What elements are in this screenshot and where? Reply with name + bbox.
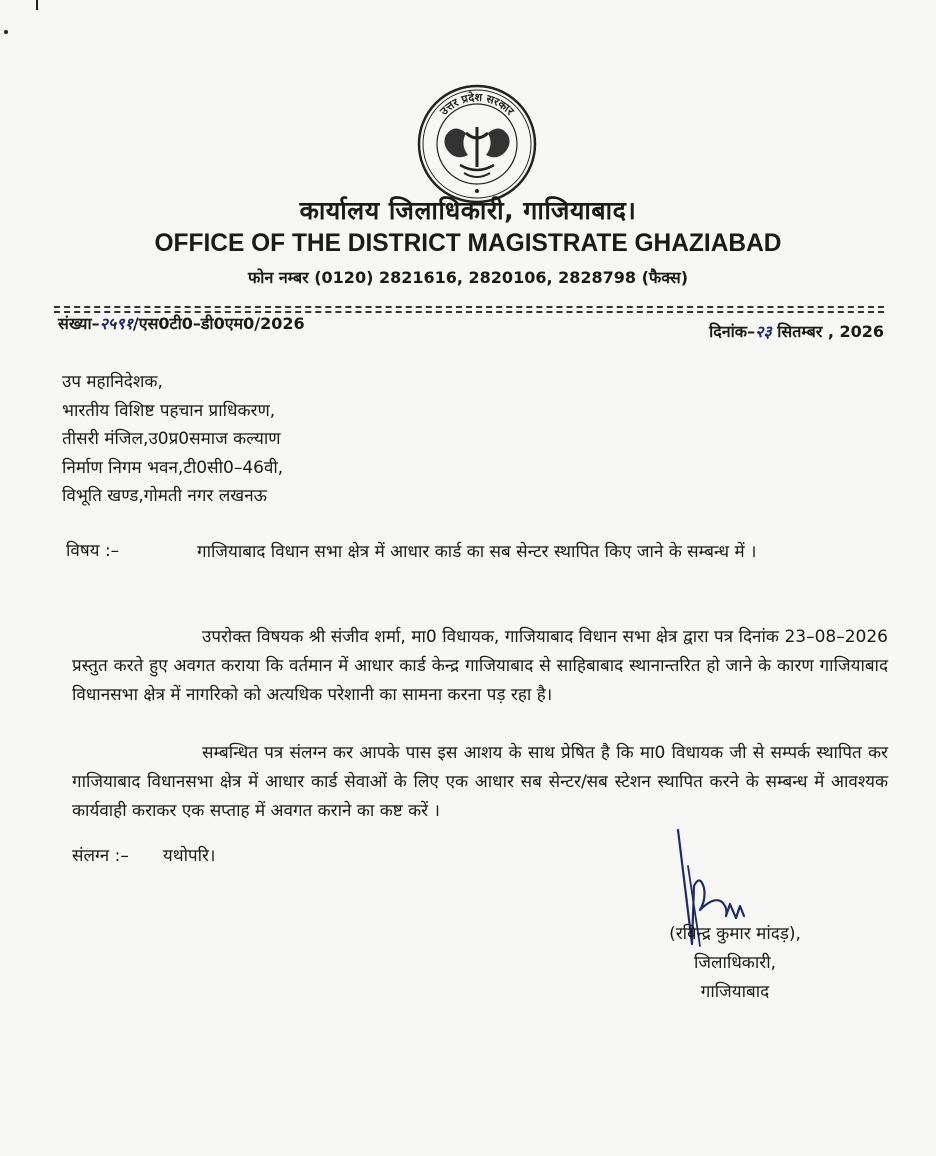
addressee-block (62, 368, 283, 511)
office-title-hindi: कार्यालय जिलाधिकारी, गाजियाबाद। (299, 196, 637, 225)
signatory-place: गाजियाबाद (700, 982, 770, 1002)
enclosure-label: संलग्न :– (72, 846, 129, 866)
date-suffix: सितम्बर , 2026 (771, 322, 884, 341)
body-paragraph-1: उपरोक्त विषयक श्री संजीव शर्मा, मा0 विधायक, गाजियाबाद विधान सभा क्षेत्र द्वारा पत्र दिनांक 23–08–2026 प्रस्तुत करते हुए अवगत कराया कि वर्तमान में आधार कार्ड केन्द्र गाजियाबाद से साहिबाबाद स्थानान्तरित हो जाने के कारण गाजियाबाद विधानसभा क्षेत्र में नागरिको को अत्यधिक परेशानी का सामना करना पड़ रहा है। (72, 627, 888, 705)
phone-numbers: फोन नम्बर (0120) 2821616, 2820106, 2828798 (फैक्स) (247, 268, 689, 287)
signatory-name: (रविन्द्र कुमार मांदड़), (669, 924, 801, 944)
scan-mark (36, 0, 44, 10)
emblem-text: उत्तर प्रदेश सरकार (437, 90, 517, 118)
date-handwritten-day: २३ (755, 322, 772, 341)
reference-number (58, 312, 305, 334)
divider-top (54, 306, 884, 308)
addressee-line: तीसरी मंजिल,उ0प्र0समाज कल्याण (62, 429, 281, 449)
addressee-line: उप महानिदेशक, (62, 372, 163, 392)
scan-speck (4, 30, 8, 34)
addressee-line: भारतीय विशिष्ट पहचान प्राधिकरण, (62, 400, 276, 421)
letter-date (709, 320, 884, 342)
office-title-english: OFFICE OF THE DISTRICT MAGISTRATE GHAZIABAD (154, 229, 782, 257)
up-government-emblem-icon (416, 83, 538, 205)
subject-text: गाजियाबाद विधान सभा क्षेत्र में आधार कार्ड का सब सेन्टर स्थापित किए जाने के सम्बन्ध में । (197, 542, 757, 562)
subject-label: विषय :– (66, 541, 120, 561)
date-prefix: दिनांक– (709, 322, 756, 341)
enclosure-value: यथोपरि। (162, 846, 216, 866)
signatory-designation: जिलाधिकारी, (693, 953, 777, 973)
reference-prefix: संख्या– (58, 314, 100, 333)
enclosure-line (72, 843, 215, 866)
body-paragraph-2: सम्बन्धित पत्र संलग्न कर आपके पास इस आशय के साथ प्रेषित है कि मा0 विधायक जी से सम्पर्क स्थापित कर गाजियाबाद विधानसभा क्षेत्र में आधार कार्ड सेवाओं के लिए एक आधार सब सेन्टर/सब स्टेशन स्थापित करने के सम्बन्ध में आवश्यक कार्यवाही कराकर एक सप्ताह में अवगत कराने का कष्ट करें । (72, 743, 888, 821)
reference-handwritten-number: २५९१ (99, 314, 133, 333)
signatory-block (640, 920, 830, 1007)
addressee-line: विभूति खण्ड,गोमती नगर लखनऊ (62, 486, 267, 506)
addressee-line: निर्माण निगम भवन,टी0सी0–46वी, (62, 457, 284, 478)
reference-suffix: /एस0टी0–डी0एम0/2026 (132, 314, 305, 333)
